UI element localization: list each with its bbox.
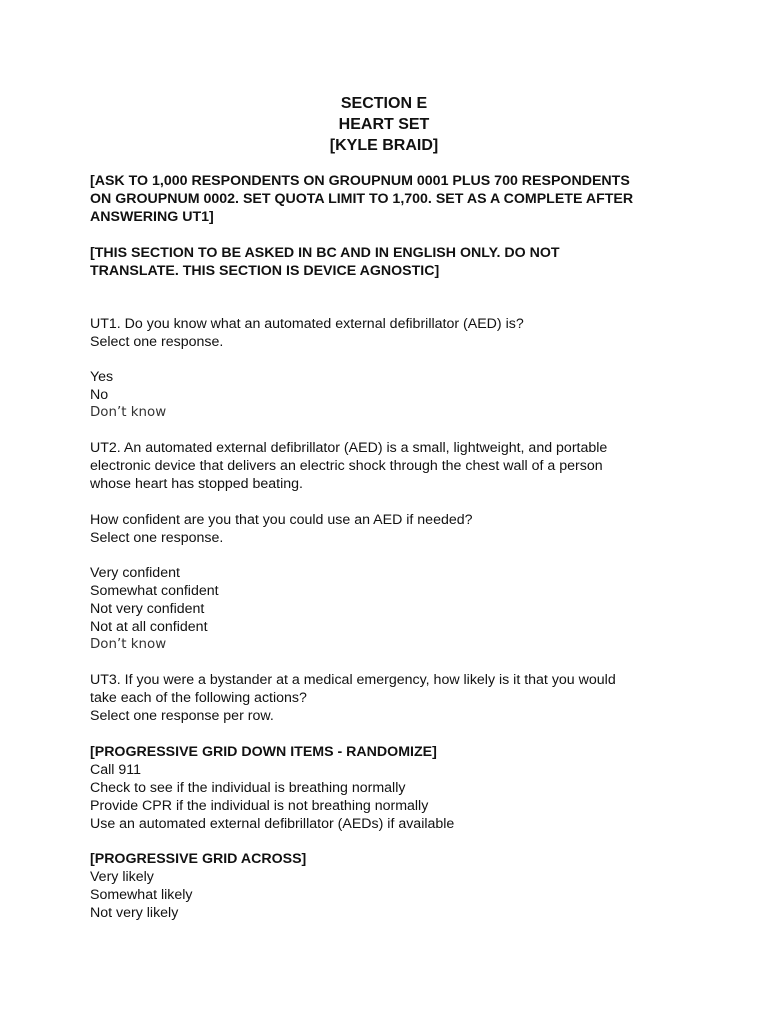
intro-line: whose heart has stopped beating. — [90, 476, 303, 492]
grid-item: Not very likely — [90, 905, 179, 921]
question-prompt: Select one response. — [90, 334, 224, 350]
grid-item: Somewhat likely — [90, 887, 193, 903]
question-text: How confident are you that you could use an AED if needed? — [90, 512, 473, 528]
quota-instruction — [90, 172, 690, 226]
instruction-line: ON GROUPNUM 0002. SET QUOTA LIMIT TO 1,700. SET AS A COMPLETE AFTER — [90, 191, 634, 207]
grid-item: Very likely — [90, 869, 154, 885]
question-prompt: Select one response. — [90, 530, 224, 546]
grid-header: [PROGRESSIVE GRID ACROSS] — [90, 851, 307, 867]
response-option: Don’t know — [90, 637, 167, 652]
grid-item: Use an automated external defibrillator (AEDs) if available — [90, 816, 455, 832]
instruction-line: ANSWERING UT1] — [90, 209, 214, 225]
response-option: Very confident — [90, 565, 180, 581]
set-name: HEART SET — [338, 116, 430, 133]
ut1-options — [90, 368, 690, 422]
instruction-line: [THIS SECTION TO BE ASKED IN BC AND IN ENGLISH ONLY. DO NOT — [90, 245, 560, 261]
ut2-question — [90, 511, 690, 547]
instruction-line: [ASK TO 1,000 RESPONDENTS ON GROUPNUM 0001 PLUS 700 RESPONDENTS — [90, 173, 630, 189]
ut1-question — [90, 315, 690, 351]
grid-item: Check to see if the individual is breathing normally — [90, 780, 406, 796]
intro-line: electronic device that delivers an electric shock through the chest wall of a person — [90, 458, 603, 474]
ut2-options — [90, 564, 690, 654]
response-option: No — [90, 387, 109, 403]
question-text: UT1. Do you know what an automated external defibrillator (AED) is? — [90, 316, 524, 332]
question-text: UT3. If you were a bystander at a medical emergency, how likely is it that you would — [90, 672, 616, 688]
section-title: SECTION E — [340, 95, 428, 112]
ut3-question — [90, 671, 690, 725]
grid-header: [PROGRESSIVE GRID DOWN ITEMS - RANDOMIZE] — [90, 744, 437, 760]
response-option: Don’t know — [90, 405, 167, 420]
section-header — [0, 93, 768, 156]
ut3-down-grid — [90, 743, 690, 833]
response-option: Not at all confident — [90, 619, 208, 635]
response-option: Somewhat confident — [90, 583, 219, 599]
grid-item: Provide CPR if the individual is not breathing normally — [90, 798, 429, 814]
response-option: Not very confident — [90, 601, 205, 617]
author-name: [KYLE BRAID] — [329, 137, 439, 154]
ut3-across-grid — [90, 850, 690, 922]
response-option: Yes — [90, 369, 114, 385]
grid-item: Call 911 — [90, 762, 141, 778]
question-prompt: Select one response per row. — [90, 708, 274, 724]
question-text: take each of the following actions? — [90, 690, 307, 706]
scope-instruction — [90, 244, 690, 280]
instruction-line: TRANSLATE. THIS SECTION IS DEVICE AGNOSTIC] — [90, 263, 440, 279]
intro-line: UT2. An automated external defibrillator (AED) is a small, lightweight, and portable — [90, 440, 608, 456]
ut2-intro — [90, 439, 690, 493]
